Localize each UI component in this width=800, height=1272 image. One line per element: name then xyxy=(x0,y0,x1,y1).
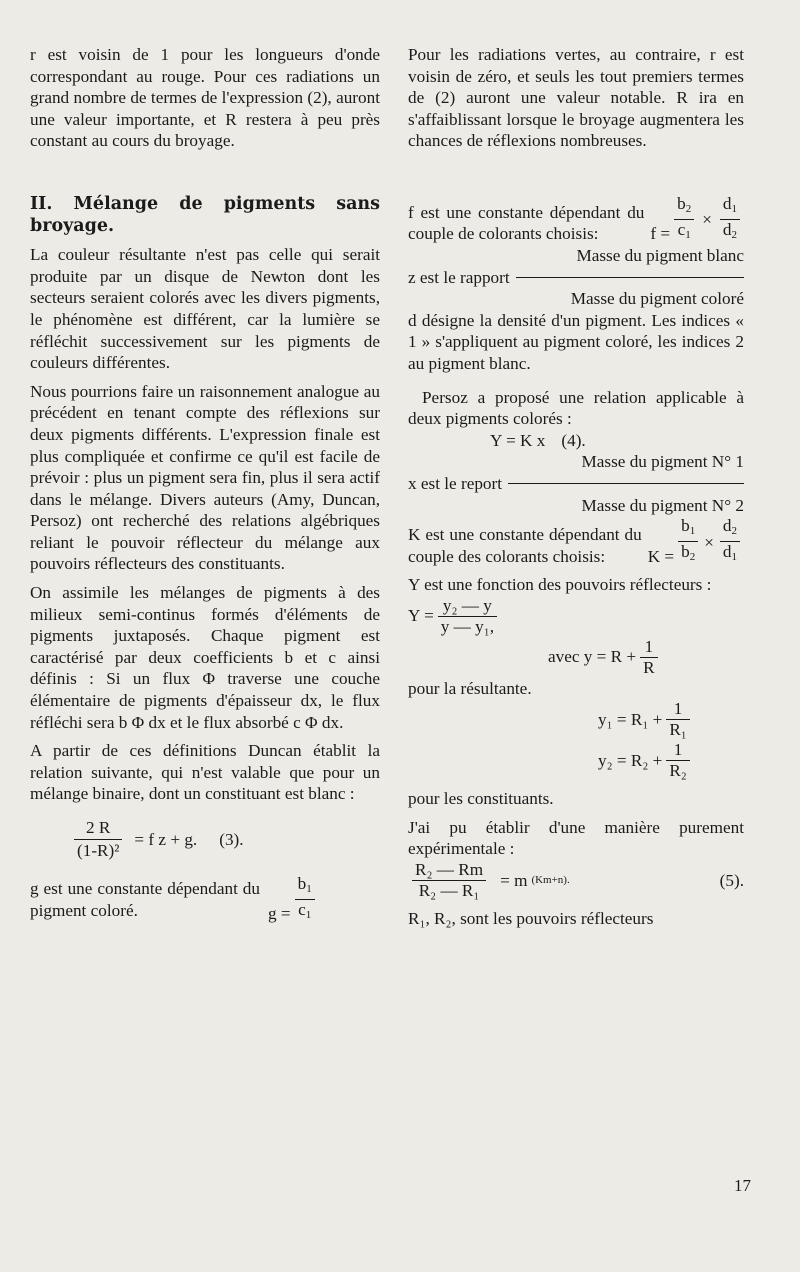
section-heading: II. Mélange de pigments sans broyage. xyxy=(30,193,380,236)
z-numerator: Masse du pigment blanc xyxy=(576,245,744,265)
equation-4: Y = K x (4). xyxy=(490,430,586,450)
x-denominator: Masse du pigment N° 2 xyxy=(581,495,744,515)
x-definition: x est le report xyxy=(408,473,744,495)
equation-3: $\frac{2 R}{\text{(1-R)²}}$ = f z + g. (3). xyxy=(30,817,380,862)
fraction: $\frac{\text{y₂ — y}}{\text{y — y₁,}}$ xyxy=(438,596,497,637)
fraction: $\frac{1}{R}$ xyxy=(640,637,657,678)
g-definition: g est une constante dépendant du pigment coloré. g = $\frac{b_1}{c_1}$ xyxy=(30,874,380,925)
x-numerator: Masse du pigment N° 1 xyxy=(581,452,744,472)
right-column xyxy=(408,44,744,930)
fraction: $\frac{b_1}{c_1}$ xyxy=(295,874,315,925)
y2-definition: y₂ = R₂ + $\frac{1}{\text{R₂}}$ xyxy=(408,740,744,781)
paragraph: d désigne la densité d'un pigment. Les indices « 1 » s'appliquent au pigment coloré, les indices 2 au pigment blanc. xyxy=(408,310,744,373)
equation-5: $\frac{\text{R₂ — Rm}}{\text{R₂ — R₁}}$ = m (Km+n). (5). xyxy=(408,860,744,901)
z-denominator: Masse du pigment coloré xyxy=(570,289,744,309)
paragraph: A partir de ces définitions Duncan établit la relation suivante, qui n'est valable que pour un mélange binaire, dont un constituant est blanc : xyxy=(30,741,380,804)
fraction: $\frac{b_2}{c_1}$ xyxy=(674,194,694,245)
z-definition: z est le rapport xyxy=(408,267,744,289)
Y-equation: Y = $\frac{\text{y₂ — y}}{\text{y — y₁,}}$ xyxy=(408,596,744,637)
paragraph: J'ai pu établir d'une manière purement expérimentale : xyxy=(408,817,744,859)
paragraph: pour la résultante. xyxy=(408,678,532,698)
page-number: 17 xyxy=(734,1176,751,1195)
paragraph: R₁, R₂, sont les pouvoirs réflecteurs xyxy=(408,909,654,929)
fraction: $\frac{d_1}{d_2}$ xyxy=(720,194,740,245)
paragraph: Pour les radiations vertes, au contraire, r est voisin de zéro, et seuls les tout premiers termes de (2) auront une valeur notable. R ira en s'affaiblissant lorsque le broyage augmentera les chances de réflexions nombreuses. xyxy=(408,45,744,151)
fraction: $\frac{1}{\text{R₂}}$ xyxy=(666,740,689,781)
paragraph: Nous pourrions faire un raisonnement analogue au précédent en tenant compte des réflexions sur deux pigments différents. L'expression finale est plus compliquée et confirme ce qu'il est facile de prévoir : plus un pigment sera fin, plus il sera actif dans le mélange. Divers auteurs (Amy, Duncan, Persoz) ont recherché des relations algébriques reliant le pouvoir réflecteur du mélange aux pouvoirs réflecteurs des constituants. xyxy=(30,381,380,574)
left-column xyxy=(30,44,380,925)
fraction: $\frac{1}{\text{R₁}}$ xyxy=(666,699,689,740)
K-definition: K est une constante dépendant du couple des colorants choisis: K = $\frac{b_1}{b_2}$ × $\frac{d_2}{d_1}$ xyxy=(408,516,744,567)
y1-definition: y₁ = R₁ + $\frac{1}{\text{R₁}}$ xyxy=(408,699,744,740)
fraction: $\frac{b_1}{b_2}$ xyxy=(678,516,698,567)
paragraph: Persoz a proposé une relation applicable à deux pigments colorés : xyxy=(408,387,744,429)
paragraph: pour les constituants. xyxy=(408,789,554,809)
paragraph: r est voisin de 1 pour les longueurs d'onde correspondant au rouge. Pour ces radiations un grand nombre de termes de l'expression (2), auront une valeur importante, et R restera à peu près constant au cours du broyage. xyxy=(30,45,380,151)
f-definition: f est une constante dépendant du couple de colorants choisis: f = $\frac{b_2}{c_1}$ × $\frac{d_1}{d_2}$ xyxy=(408,194,744,245)
paragraph: La couleur résultante n'est pas celle qui serait produite par un disque de Newton dont les secteurs seraient colorés avec les divers pigments, le phénomène est différent, car la lumière se réfléchit successivement sur les pigments de couleurs différentes. xyxy=(30,245,380,373)
fraction: $\frac{d_2}{d_1}$ xyxy=(720,516,740,567)
fraction: $\frac{2 R}{\text{(1-R)²}}$ xyxy=(74,817,122,862)
paragraph: On assimile les mélanges de pigments à des milieux semi-continus formés d'éléments de pigments juxtaposés. Chaque pigment est caractérisé par deux coefficients b et c ainsi définis : Si un flux Φ traverse une couche élémentaire de pigments d'épaisseur dx, le flux réfléchi sera b Φ dx et le flux absorbé c Φ dx. xyxy=(30,583,380,732)
paragraph: Y est une fonction des pouvoirs réflecteurs : xyxy=(408,575,712,595)
y-definition: avec y = R + $\frac{1}{R}$ xyxy=(408,637,744,678)
fraction: $\frac{\text{R₂ — Rm}}{\text{R₂ — R₁}}$ xyxy=(412,860,486,901)
